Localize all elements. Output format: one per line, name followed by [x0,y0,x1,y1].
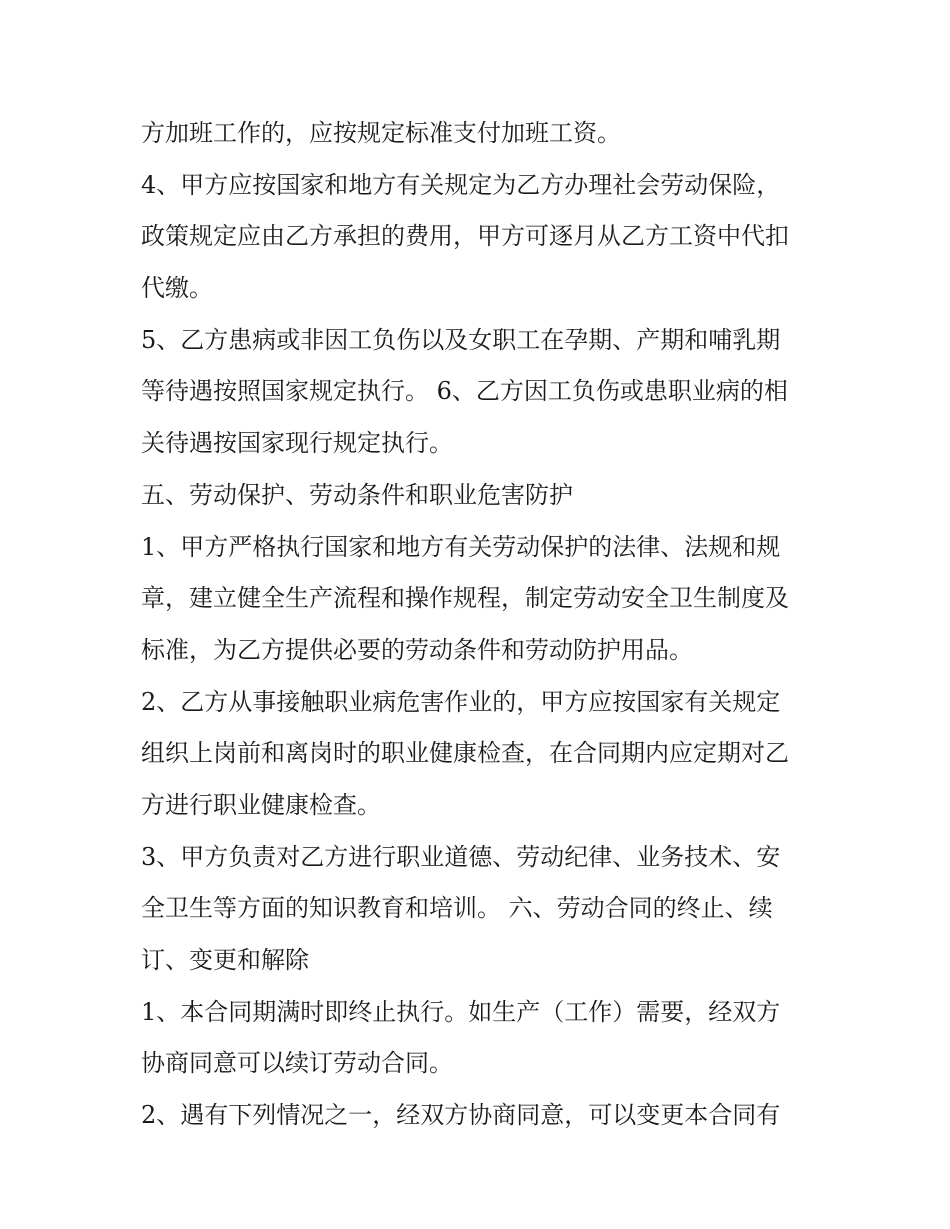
text-line: 4、甲方应按国家和地方有关规定为乙方办理社会劳动保险， [141,170,781,199]
text-line: 协商同意可以续订劳动合同。 [141,1049,453,1078]
text-line: 3、甲方负责对乙方进行职业道德、劳动纪律、业务技术、安 [141,842,781,871]
text-line: 代缴。 [141,274,213,303]
text-line: 方进行职业健康检查。 [141,790,381,819]
text-line: 2、乙方从事接触职业病危害作业的，甲方应按国家有关规定 [141,687,781,716]
text-line: 1、本合同期满时即终止执行。如生产（工作）需要，经双方 [141,997,781,1026]
text-line: 全卫生等方面的知识教育和培训。 六、劳动合同的终止、续 [141,894,773,923]
text-line: 关待遇按国家现行规定执行。 [141,429,453,458]
text-line: 政策规定应由乙方承担的费用，甲方可逐月从乙方工资中代扣 [141,222,789,251]
text-line: 订、变更和解除 [141,946,309,974]
text-line: 组织上岗前和离岗时的职业健康检查，在合同期内应定期对乙 [141,739,789,768]
text-line: 标准，为乙方提供必要的劳动条件和劳动防护用品。 [141,635,693,664]
text-line: 5、乙方患病或非因工负伤以及女职工在孕期、产期和哺乳期 [141,325,781,354]
section-heading: 五、劳动保护、劳动条件和职业危害防护 [141,480,573,509]
text-line: 方加班工作的，应按规定标准支付加班工资。 [141,119,621,147]
text-line: 2、遇有下列情况之一，经双方协商同意，可以变更本合同有 [141,1101,781,1130]
text-line: 等待遇按照国家规定执行。 6、乙方因工负伤或患职业病的相 [141,377,788,406]
text-line: 1、甲方严格执行国家和地方有关劳动保护的法律、法规和规 [141,532,781,561]
text-line: 章，建立健全生产流程和操作规程，制定劳动安全卫生制度及 [141,584,789,613]
contract-body-text [141,108,821,1142]
